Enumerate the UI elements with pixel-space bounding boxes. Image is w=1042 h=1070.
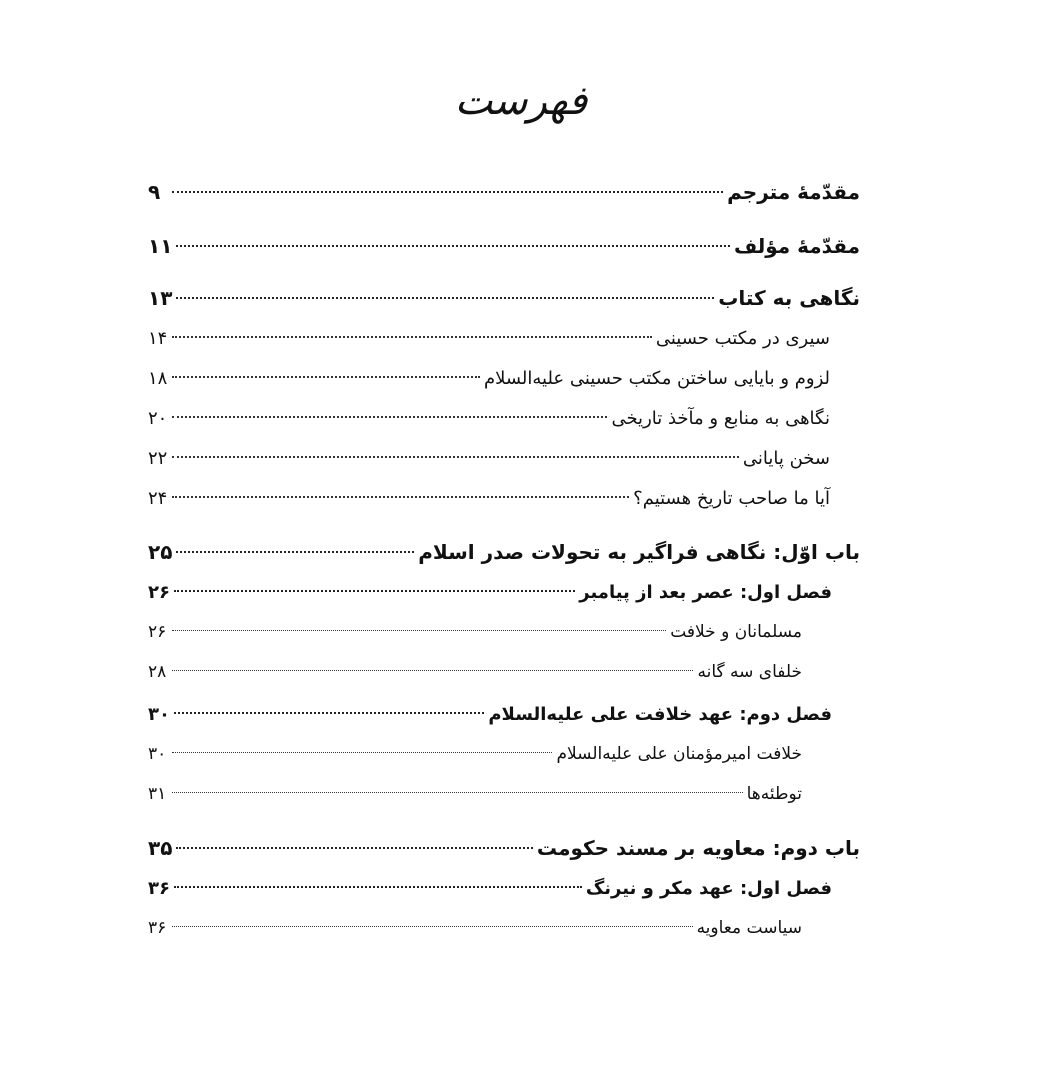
toc-entry-page: ۱۱ (148, 234, 173, 258)
toc-entry[interactable] (148, 540, 860, 574)
toc-leader-dots (172, 496, 629, 498)
toc-entry-label: توطئه‌ها (746, 784, 802, 804)
toc-entry-page: ۲۲ (148, 448, 168, 469)
toc-entry[interactable] (148, 180, 860, 214)
toc-entry-page: ۳۰ (148, 744, 167, 764)
toc-entry-page: ۲۶ (148, 582, 170, 603)
toc-leader-dots (172, 456, 739, 458)
toc-leader-dots (176, 847, 533, 849)
toc-leader-dots (174, 590, 575, 592)
toc-entry-label: باب دوم: معاویه بر مسند حکومت (536, 836, 860, 860)
toc-leader-dots (172, 926, 693, 927)
toc-leader-dots (172, 336, 652, 338)
toc-leader-dots (172, 670, 693, 671)
toc-entry-label: سیاست معاویه (696, 918, 802, 938)
toc-entry-page: ۳۱ (148, 784, 167, 804)
toc-leader-dots (176, 297, 714, 299)
toc-leader-dots (172, 630, 666, 631)
toc-entry[interactable] (148, 488, 860, 522)
toc-entry-page: ۲۰ (148, 408, 168, 429)
toc-leader-dots (172, 752, 552, 753)
toc-entry[interactable] (148, 878, 860, 912)
toc-leader-dots (174, 886, 582, 888)
toc-entry-page: ۱۴ (148, 328, 168, 349)
toc-entry[interactable] (148, 286, 860, 320)
toc-entry-page: ۱۳ (148, 286, 173, 310)
toc-entry[interactable] (148, 234, 860, 268)
toc-entry[interactable] (148, 622, 860, 656)
toc-entry[interactable] (148, 408, 860, 442)
toc-entry[interactable] (148, 662, 860, 696)
toc-entry[interactable] (148, 836, 860, 870)
toc-entry-label: مقدّمهٔ مترجم (727, 180, 860, 204)
toc-entry-page: ۳۵ (148, 836, 173, 860)
toc-entry[interactable] (148, 328, 860, 362)
toc-entry-label: فصل دوم: عهد خلافت علی علیه‌السلام (488, 704, 832, 725)
toc-leader-dots (172, 416, 607, 418)
toc-entry-label: نگاهی به منابع و مآخذ تاریخی (611, 408, 830, 429)
toc-entry-label: مقدّمهٔ مؤلف (733, 234, 860, 258)
toc-leader-dots (174, 712, 484, 714)
page-title: فهرست (454, 78, 588, 124)
toc-entry-label: لزوم و بایایی ساختن مکتب حسینی علیه‌السلام (483, 368, 830, 389)
toc-entry-label: سیری در مکتب حسینی (655, 328, 830, 349)
toc-entry-page: ۲۸ (148, 662, 167, 682)
toc-entry-page: ۳۶ (148, 878, 170, 899)
toc-entry-label: نگاهی به کتاب (718, 286, 860, 310)
toc-entry[interactable] (148, 744, 860, 778)
toc-entry[interactable] (148, 704, 860, 738)
toc-leader-dots (172, 792, 743, 793)
toc-entry[interactable] (148, 582, 860, 616)
toc-entry-page: ۲۶ (148, 622, 167, 642)
toc-entry-label: مسلمانان و خلافت (670, 622, 802, 642)
toc-entry[interactable] (148, 448, 860, 482)
toc-entry-page: ۲۴ (148, 488, 168, 509)
toc-entry-label: آیا ما صاحب تاریخ هستیم؟ (633, 488, 830, 509)
toc-leader-dots (172, 191, 723, 193)
toc-entry-page: ۳۶ (148, 918, 167, 938)
toc-entry-label: باب اوّل: نگاهی فراگیر به تحولات صدر اسلام (418, 540, 860, 564)
toc-entry[interactable] (148, 918, 860, 952)
toc-entry-label: خلفای سه گانه (697, 662, 802, 682)
toc-entry-label: سخن پایانی (742, 448, 830, 469)
toc-leader-dots (176, 551, 414, 553)
toc-entry[interactable] (148, 368, 860, 402)
toc-entry-page: ۲۵ (148, 540, 173, 564)
toc-entry[interactable] (148, 784, 860, 818)
toc-entry-page: ۱۸ (148, 368, 168, 389)
toc-leader-dots (176, 245, 730, 247)
toc-entry-page: ۳۰ (148, 704, 170, 725)
toc-entry-label: خلافت امیرمؤمنان علی علیه‌السلام (556, 744, 802, 764)
toc-entry-label: فصل اول: عصر بعد از پیامبر (579, 582, 832, 603)
toc-entry-page: ۹ (148, 180, 161, 204)
toc-leader-dots (172, 376, 480, 378)
toc-entry-label: فصل اول: عهد مکر و نیرنگ (585, 878, 832, 899)
